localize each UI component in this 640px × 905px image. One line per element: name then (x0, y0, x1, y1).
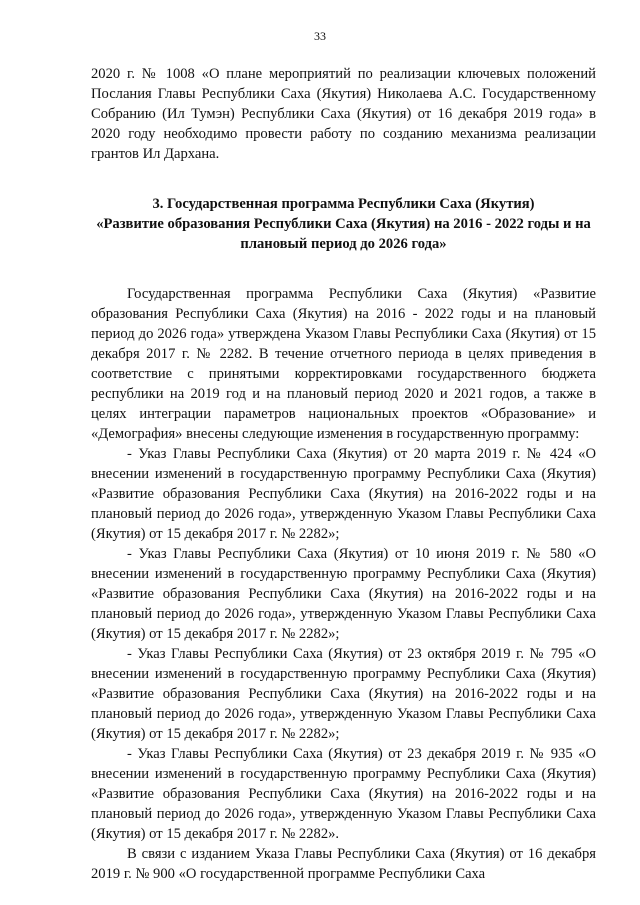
decree-item: - Указ Главы Республики Саха (Якутия) от 23 октября 2019 г. № 795 «О внесении изменений в государственную программу Республики Саха (Якутия) «Развитие образования Республики Саха (Якутия) на 2016-2022 годы и на плановый период до 2026 года», утвержденную Указом Главы Республики Саха (Якутия) от 15 декабря 2017 г. № 2282»; (91, 646, 596, 742)
intro-paragraph: 2020 г. № 1008 «О плане мероприятий по реализации ключевых положений Послания Главы Республики Саха (Якутия) Николаева А.С. Государственному Собранию (Ил Тумэн) Республики Саха (Якутия) от 16 декабря 2019 года» в 2020 году необходимо провести работу по созданию механизма реализации грантов Ил Дархана. (91, 66, 596, 162)
decree-item: - Указ Главы Республики Саха (Якутия) от 20 марта 2019 г. № 424 «О внесении изменений в государственную программу Республики Саха (Якутия) «Развитие образования Республики Саха (Якутия) на 2016-2022 годы и на плановый период до 2026 года», утвержденную Указом Главы Республики Саха (Якутия) от 15 декабря 2017 г. № 2282»; (91, 446, 596, 542)
page-content (91, 64, 596, 884)
section-body (91, 284, 596, 884)
body-paragraph: Государственная программа Республики Саха (Якутия) «Развитие образования Республики Саха (Якутия) на 2016 - 2022 годы и на плановый период до 2026 года» утверждена Указом Главы Республики Саха (Якутия) от 15 декабря 2017 г. № 2282. В течение отчетного периода в целях приведения в соответствие с принятыми корректировками государственного бюджета республики на 2019 год и на плановый период 2020 и 2021 годов, а также в целях интеграции параметров национальных проектов «Образование» и «Демография» внесены следующие изменения в государственную программу: (91, 286, 596, 442)
section-heading (91, 194, 596, 254)
decree-item: - Указ Главы Республики Саха (Якутия) от 23 декабря 2019 г. № 935 «О внесении изменений в государственную программу Республики Саха (Якутия) «Развитие образования Республики Саха (Якутия) на 2016-2022 годы и на плановый период до 2026 года», утвержденную Указом Главы Республики Саха (Якутия) от 15 декабря 2017 г. № 2282». (91, 746, 596, 842)
decree-item: - Указ Главы Республики Саха (Якутия) от 10 июня 2019 г. № 580 «О внесении изменений в государственную программу Республики Саха (Якутия) «Развитие образования Республики Саха (Якутия) на 2016-2022 годы и на плановый период до 2026 года», утвержденную Указом Главы Республики Саха (Якутия) от 15 декабря 2017 г. № 2282»; (91, 546, 596, 642)
section-heading-line2: «Развитие образования Республики Саха (Якутия) на 2016 - 2022 годы и на плановый период до 2026 года» (96, 216, 591, 252)
section-heading-line1: 3. Государственная программа Республики Саха (Якутия) (152, 196, 535, 212)
body-paragraph: В связи с изданием Указа Главы Республики Саха (Якутия) от 16 декабря 2019 г. № 900 «О государственной программе Республики Саха (91, 846, 596, 882)
page-number: 33 (314, 29, 326, 43)
